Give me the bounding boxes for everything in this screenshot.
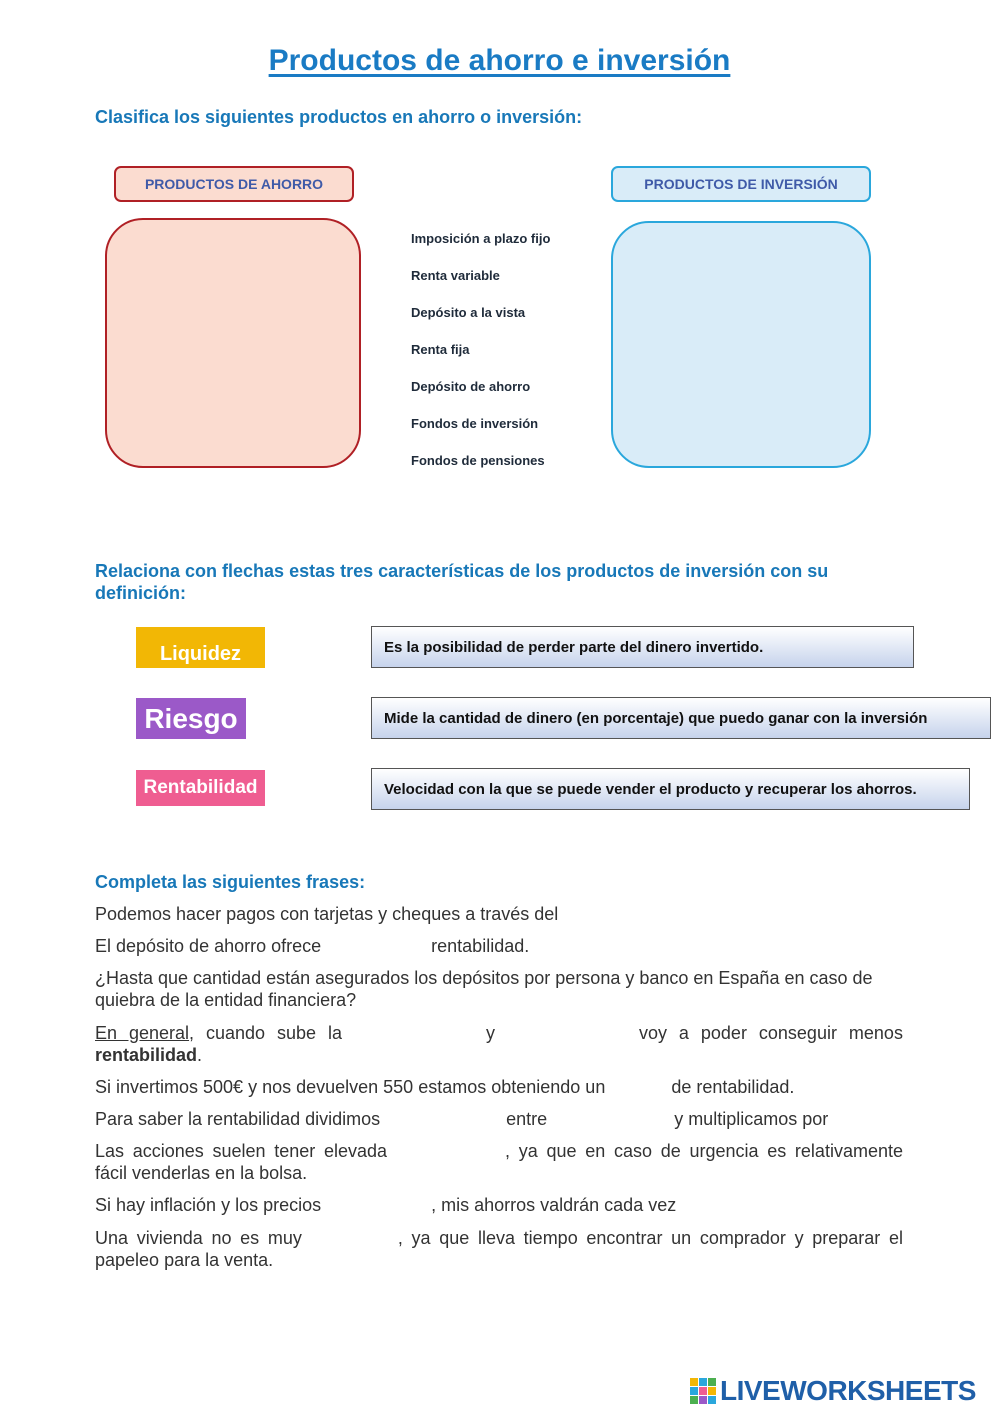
product-item[interactable]: Renta variable <box>411 268 500 283</box>
sentence-1 <box>95 903 903 925</box>
ahorro-drop-zone[interactable] <box>105 218 361 468</box>
ahorro-label: PRODUCTOS DE AHORRO <box>114 166 354 202</box>
sentence-text: , ya que lleva tiempo encontrar un comprador y preparar el <box>397 1228 903 1248</box>
sentence-9 <box>95 1227 903 1271</box>
sentence-text: Si invertimos 500€ y nos devuelven 550 estamos obteniendo un <box>95 1077 606 1097</box>
sentence-text: Si hay inflación y los precios <box>95 1195 322 1215</box>
sentence-8 <box>95 1194 903 1216</box>
sentence-2 <box>95 935 903 957</box>
sentence-4 <box>95 1022 903 1066</box>
sentence-text: voy a poder conseguir menos <box>638 1023 903 1043</box>
tag-rentabilidad[interactable]: Rentabilidad <box>136 770 265 806</box>
sentence-text: rentabilidad. <box>431 936 530 956</box>
sentence-text: El depósito de ahorro ofrece <box>95 936 322 956</box>
sentence-text: , cuando sube la <box>189 1023 343 1043</box>
sentence-text: fácil venderlas en la bolsa. <box>95 1163 308 1183</box>
definition-box[interactable]: Velocidad con la que se puede vender el producto y recuperar los ahorros. <box>371 768 970 810</box>
sentence-text: y multiplicamos por <box>674 1109 829 1129</box>
sentence-text: de rentabilidad. <box>671 1077 795 1097</box>
product-item[interactable]: Renta fija <box>411 342 470 357</box>
sentence-text: y <box>486 1023 495 1043</box>
definition-box[interactable]: Es la posibilidad de perder parte del dinero invertido. <box>371 626 914 668</box>
section3-heading: Completa las siguientes frases: <box>95 872 366 892</box>
liveworksheets-logo <box>690 1375 976 1407</box>
sentence-text: Para saber la rentabilidad dividimos <box>95 1109 381 1129</box>
sentence-text: entre <box>506 1109 548 1129</box>
liveworksheets-brand: LIVEWORKSHEETS <box>720 1375 976 1406</box>
definition-box[interactable]: Mide la cantidad de dinero (en porcentaje) que puedo ganar con la inversión <box>371 697 991 739</box>
inversion-label: PRODUCTOS DE INVERSIÓN <box>611 166 871 202</box>
product-item[interactable]: Imposición a plazo fijo <box>411 231 551 246</box>
sentence-text: Una vivienda no es muy <box>95 1228 302 1248</box>
sentence-6 <box>95 1108 903 1130</box>
sentence-3: ¿Hasta que cantidad están asegurados los depósitos por persona y banco en España en caso de quiebra de la entidad financiera? <box>95 968 873 1010</box>
sentence-text-bold: rentabilidad <box>95 1045 198 1065</box>
sentence-text: Las acciones suelen tener elevada <box>95 1141 388 1161</box>
product-item[interactable]: Fondos de inversión <box>411 416 539 431</box>
sentence-text: Podemos hacer pagos con tarjetas y cheques a través del <box>95 904 559 924</box>
page-title: Productos de ahorro e inversión <box>268 44 731 77</box>
sentence-7 <box>95 1140 903 1184</box>
sentence-text: En general <box>95 1023 190 1043</box>
sentence-text: papeleo para la venta. <box>95 1250 274 1270</box>
product-item[interactable]: Depósito de ahorro <box>411 379 531 394</box>
section2-heading: Relaciona con flechas estas tres características de los productos de inversión con su definición: <box>95 561 829 603</box>
inversion-drop-zone[interactable] <box>611 221 871 468</box>
sentence-5 <box>95 1076 903 1098</box>
tag-riesgo[interactable]: Riesgo <box>136 698 246 739</box>
liveworksheets-logo-icon <box>690 1378 718 1404</box>
section1-heading: Clasifica los siguientes productos en ahorro o inversión: <box>95 107 583 127</box>
sentence-text: . <box>197 1045 203 1065</box>
product-item[interactable]: Depósito a la vista <box>411 305 526 320</box>
sentence-text: , mis ahorros valdrán cada vez <box>431 1195 677 1215</box>
tag-liquidez[interactable]: Liquidez <box>136 627 265 668</box>
product-item[interactable]: Fondos de pensiones <box>411 453 545 468</box>
sentence-text: , ya que en caso de urgencia es relativamente <box>505 1141 903 1161</box>
